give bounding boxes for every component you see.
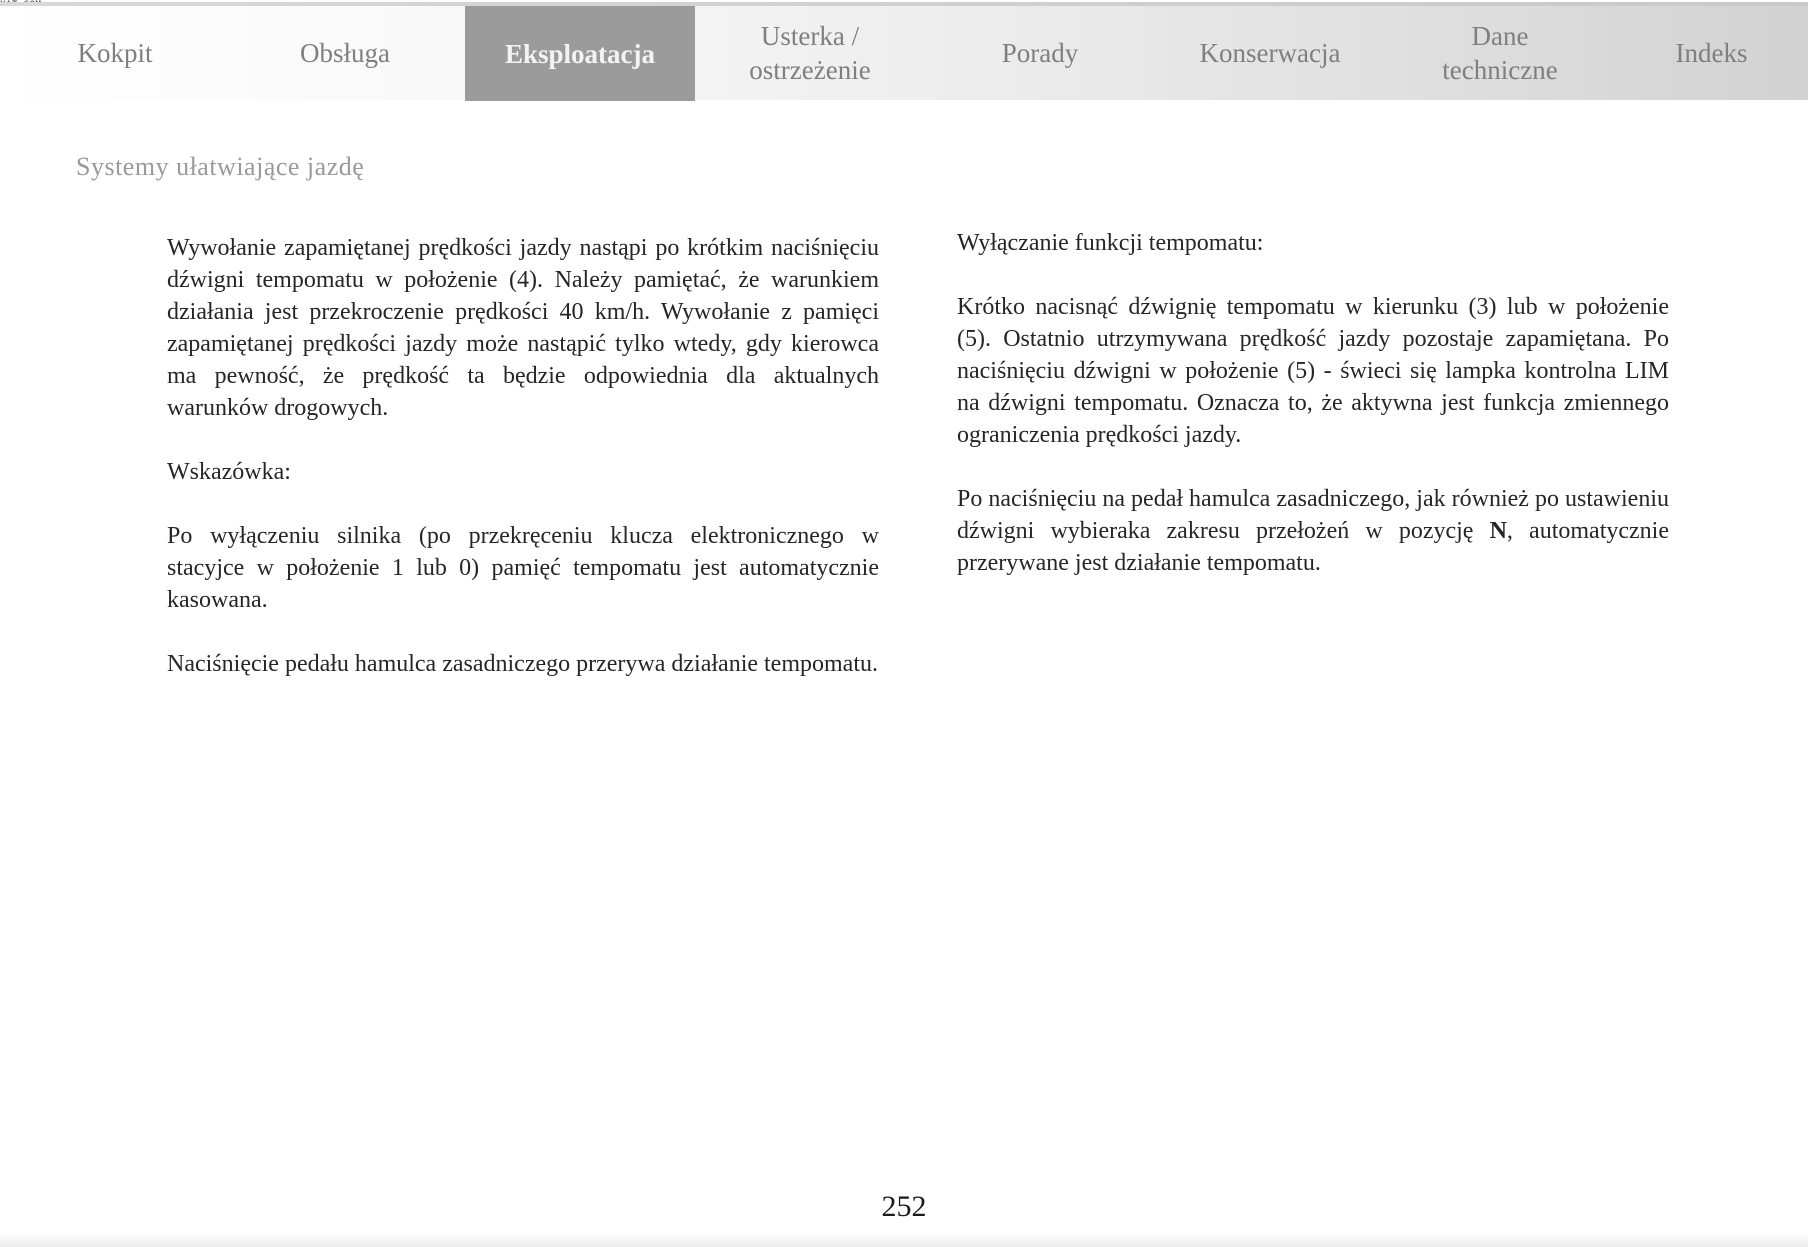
tab-label-line1: Usterka / <box>760 21 860 51</box>
paragraph-brake-interrupt: Naciśnięcie pedału hamulca zasadniczego przerywa działanie tempomatu. <box>167 651 878 677</box>
tab-obsluga[interactable] <box>230 6 460 100</box>
heading-disable-cruise: Wyłączanie funkcji tempomatu: <box>957 230 1264 256</box>
tab-label-line2: ostrzeżenie <box>749 55 871 85</box>
gear-position-n: N <box>1489 518 1507 544</box>
tab-kokpit[interactable] <box>0 6 230 100</box>
text-part: , automatycznie przerywane jest działanie tempomatu. <box>957 518 1669 576</box>
tab-label: Eksploatacja <box>504 38 656 69</box>
chapter-navigation <box>0 0 1808 100</box>
paragraph-disable-steps: Krótko nacisnąć dźwignię tempomatu w kierunku (3) lub w położenie (5). Ostatnio utrzymywana prędkość jazdy pozostaje zapamiętana. Po naciśnięciu dźwigni w położenie (5) - świeci się lampka kontrolna LIM na dźwigni tempomatu. Oznacza to, że aktywna jest funkcja zmiennego ograniczenia prędkości jazdy. <box>957 294 1669 448</box>
text-part: Po naciśnięciu na pedał hamulca zasadniczego, jak również po ustawieniu dźwigni wybieraka zakresu przełożeń w pozycję <box>957 486 1669 544</box>
tab-indeks[interactable] <box>1615 6 1808 100</box>
right-column <box>957 227 1669 611</box>
tab-label: Indeks <box>1675 38 1748 68</box>
tab-porady[interactable] <box>925 6 1155 100</box>
tab-dane-techniczne[interactable] <box>1385 6 1615 100</box>
paragraph-auto-interrupt <box>957 483 1669 579</box>
tab-label: Obsługa <box>300 38 390 68</box>
note-heading: Wskazówka: <box>167 459 291 485</box>
page-number: 252 <box>881 1190 927 1223</box>
tab-label: Porady <box>1001 38 1079 68</box>
paragraph-memory-reset: Po wyłączeniu silnika (po przekręceniu klucza elektronicznego w stacyjce w położenie 1 lub 0) pamięć tempomatu jest automatycznie kasowana. <box>167 523 879 613</box>
left-column <box>167 232 879 712</box>
tab-label: Konserwacja <box>1199 38 1341 68</box>
tab-eksploatacja[interactable] <box>465 6 695 101</box>
tab-konserwacja[interactable] <box>1155 6 1385 100</box>
page-bottom-shade <box>0 1233 1808 1247</box>
section-title: Systemy ułatwiające jazdę <box>76 152 365 181</box>
tab-label-line2: techniczne <box>1442 55 1558 85</box>
tab-label-line1: Dane <box>1471 21 1529 51</box>
paragraph-recall-speed: Wywołanie zapamiętanej prędkości jazdy nastąpi po krótkim naciśnięciu dźwigni tempomatu w położenie (4). Należy pamiętać, że warunkiem działania jest przekroczenie prędkości 40 km/h. Wywołanie z pamięci zapamiętanej prędkości jazdy może nastąpić tylko wtedy, gdy kierowca ma pewność, że prędkość ta będzie odpowiednia dla aktualnych warunków drogowych. <box>167 235 879 421</box>
tab-label: Kokpit <box>77 38 153 68</box>
tab-usterka-ostrzezenie[interactable] <box>695 6 925 100</box>
